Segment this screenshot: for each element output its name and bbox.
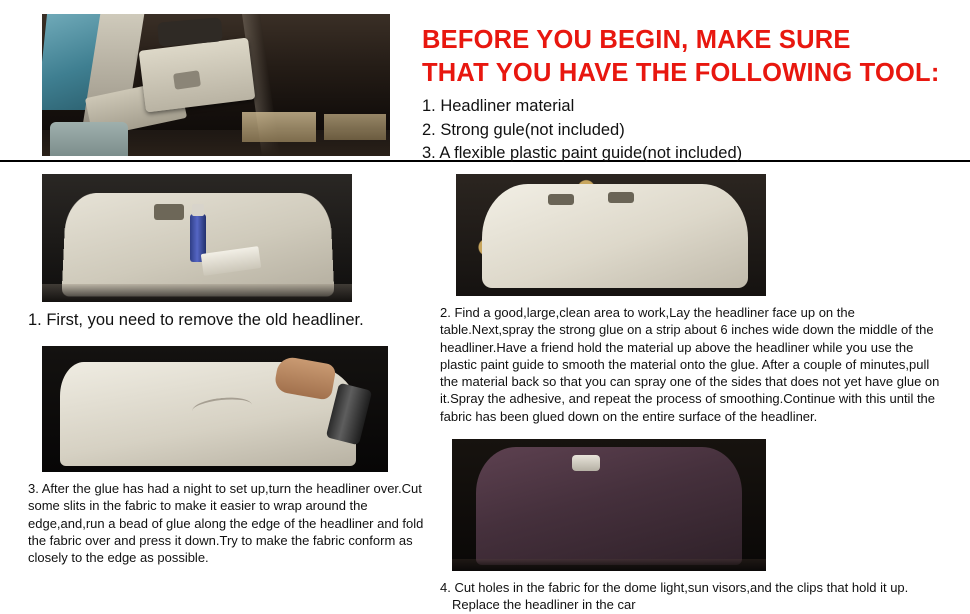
tools-list-item-3: 3. A flexible plastic paint guide(not included) (422, 144, 743, 163)
step-4-caption-line-1: 4. Cut holes in the fabric for the dome light,sun visors,and the clips that hold it up. (440, 579, 909, 595)
left-column (28, 174, 428, 614)
right-column (440, 174, 940, 614)
step-1-caption: 1. First, you need to remove the old headliner. (28, 311, 364, 329)
photo-glue-bottle-cap (192, 204, 204, 216)
right-column-spacer (440, 425, 940, 439)
photo-right-window (242, 112, 316, 142)
step-4-photo (452, 439, 766, 571)
photo-visor-hole-left (548, 194, 574, 205)
step-1-photo (42, 174, 352, 302)
photo-floor (42, 284, 352, 302)
tools-list-item-2: 2. Strong gule(not included) (422, 120, 625, 139)
photo-visor-hole-right (608, 192, 634, 203)
step-2-photo (456, 174, 766, 296)
steps-section (0, 162, 970, 614)
step-4-caption-line-2: Replace the headliner in the car (452, 597, 636, 613)
tools-list (422, 95, 970, 165)
header-text-block (422, 14, 970, 166)
photo-dome-light-cutout (572, 455, 600, 471)
step-2-caption: 2. Find a good,large,clean area to work,Lay the headliner face up on the table.Next,spray the strong glue on a strip about 6 inches wide down the middle of the headliner.Have a friend hold the material up above the headliner while you use the plastic paint guide to smooth the material onto the glue. After a couple of minutes,pull the material back so that you can spray one of the sides that does not yet have glue on it.Spray the adhesive, and repeat the process of smoothing.Continue with this until the fabric has been glued down on the entire surface of the headliner. (440, 305, 940, 424)
headline-line-2: THAT YOU HAVE THE FOLLOWING TOOL: (422, 58, 940, 87)
step-3-caption: 3. After the glue has had a night to set up,turn the headliner over.Cut some slits in the fabric to make it easier to wrap around the edge,and,run a bead of glue along the edge of the headliner and fold the fabric over and press it down.Try to make the fabric conform as closely to the edge as possible. (28, 480, 424, 566)
step-3-photo (42, 346, 388, 472)
header-photo-car-interior (42, 14, 390, 156)
header-section (0, 0, 970, 163)
photo-dome-light-hole (154, 204, 184, 220)
photo-seat (50, 122, 128, 156)
photo-rear-window (324, 114, 386, 140)
tools-list-item-1: 1. Headliner material (422, 97, 575, 116)
left-column-spacer (28, 332, 428, 346)
headline-line-1: BEFORE YOU BEGIN, MAKE SURE (422, 26, 851, 54)
photo-table-edge (452, 559, 766, 571)
photo-finished-headliner (476, 447, 742, 565)
